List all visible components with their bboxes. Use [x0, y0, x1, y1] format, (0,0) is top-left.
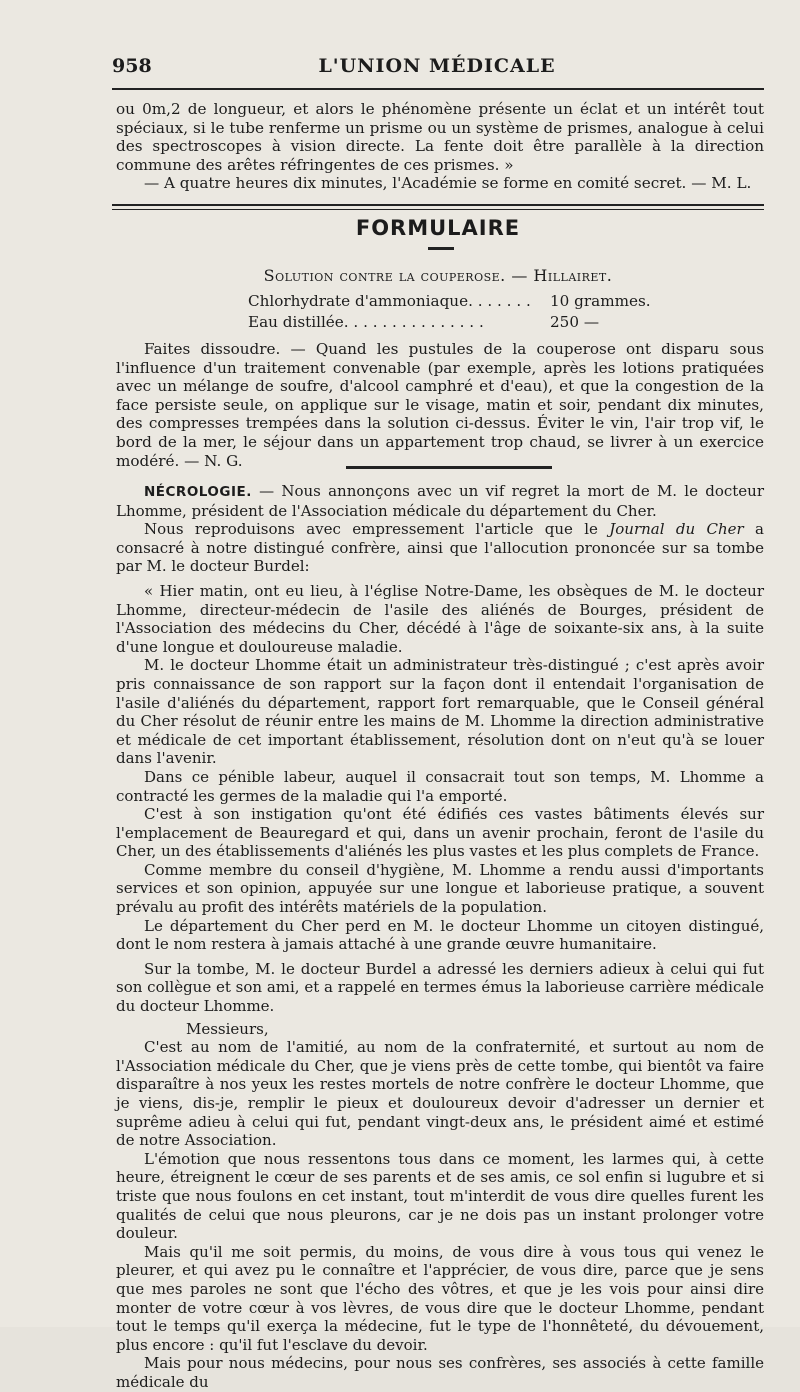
intro-paragraph: — A quatre heures dix minutes, l'Académie se forme en comité secret. — M. L. [144, 174, 752, 193]
journal-title: Journal du Cher [609, 520, 744, 539]
necrologie-paragraph: C'est à son instigation qu'ont été édifiés ces vastes bâtiments élevés sur l'emplacement de Beauregard et qui, dans un avenir prochain, feront de l'asile du Cher, un des établissements d'aliénés les plus vastes et les plus complets de France. [116, 805, 764, 861]
recipe-row [248, 313, 668, 334]
speech-paragraph: Mais pour nous médecins, pour nous ses confrères, ses associés à cette famille médicale du [116, 1354, 764, 1391]
speech-paragraph: C'est au nom de l'amitié, au nom de la confraternité, et surtout au nom de l'Association médicale du Cher, que je viens près de cette tombe, qui bientôt va faire disparaître à nos yeux les restes mortels de notre confrère le docteur Lhomme, que je viens, dis-je, remplir le pieux et douloureux devoir d'adresser un dernier et suprême adieu à celui qui fut, pendant vingt-deux ans, le président aimé et estimé de notre Association. [116, 1038, 764, 1150]
section-separator [346, 466, 552, 469]
section-rule-top [112, 204, 764, 206]
formulaire-text: Faites dissoudre. — Quand les pustules de la couperose ont disparu sous l'influence d'un traitement convenable (par exemple, après les lotions pratiquées avec un mélange de soufre, d'alcool camphré et d'eau), et que la congestion de la face persiste seule, on applique sur le visage, matin et soir, pendant dix minutes, des compresses trempées dans la solution ci-dessus. Éviter le vin, l'air trop vif, le bord de la mer, le séjour dans un appartement trop chaud, se livrer à un exercice modéré. — N. G. [116, 340, 764, 470]
recipe-item: Eau distillée. . . . . . . . . . . . . . . [248, 313, 484, 331]
necrologie-paragraph: M. le docteur Lhomme était un administrateur très-distingué ; c'est après avoir pris connaissance de son rapport sur la façon dont il entendait l'organisation de l'asile d'aliénés du département, rapport fort remarquable, que le Conseil général du Cher résolut de réunir entre les mains de M. Lhomme la direction administrative et médicale de cet important établissement, résolution dont on n'eut qu'à se louer dans l'avenir. [116, 656, 764, 768]
necrologie-second [116, 520, 764, 576]
speech-salutation: Messieurs, [186, 1019, 269, 1038]
recipe-quantity: 10 grammes. [550, 292, 651, 310]
running-title: L'UNION MÉDICALE [318, 55, 556, 77]
recipe-quantity: 250 — [550, 313, 600, 331]
formulaire-subtitle: Solution contre la couperose. — Hillairet. [263, 266, 613, 285]
necrologie-intro [116, 482, 764, 520]
title-ornament [428, 247, 454, 250]
page-number: 958 [112, 55, 152, 77]
necrologie-paragraph: Sur la tombe, M. le docteur Burdel a adressé les derniers adieux à celui qui fut son collègue et son ami, et a rappelé en termes émus la laborieuse carrière médicale du docteur Lhomme. [116, 959, 764, 1016]
necrologie-second-b: a consacré à notre distingué confrère, ainsi que l'allocution prononcée sur sa tombe par M. le docteur Burdel: [116, 520, 764, 576]
recipe-row [248, 292, 668, 313]
necrologie-first: — Nous annonçons avec un vif regret la mort de M. le docteur Lhomme, président de l'Association médicale du département du Cher. [116, 482, 764, 520]
speech-paragraph: Mais qu'il me soit permis, du moins, de vous dire à vous tous qui venez le pleurer, et qui avez pu le connaître et l'apprécier, de vous dire, parce que je sens que mes paroles ne sont que l'écho des vôtres, et que je les vois pour ainsi dire monter de votre cœur à vos lèvres, de vous dire que le docteur Lhomme, pendant tout le temps qu'il exerça la médecine, fut le type de l'honnêteté, du dévouement, plus encore : qu'il fut l'esclave du devoir. [116, 1242, 764, 1354]
necrologie-label: NÉCROLOGIE. [144, 484, 252, 500]
necrologie-section [116, 482, 764, 1392]
intro-paragraph: ou 0m,2 de longueur, et alors le phénomène présente un éclat et un intérêt tout spéciaux, si le tube renferme un prisme ou un système de prismes, analogue à celui des spectroscopes à vision directe. La fente doit être parallèle à la direction commune des arêtes réfringentes de ces prismes. » [116, 100, 764, 174]
page-header [112, 55, 762, 83]
formulaire-title: FORMULAIRE [355, 216, 521, 240]
necrologie-paragraph: « Hier matin, ont eu lieu, à l'église Notre-Dame, les obsèques de M. le docteur Lhomme, directeur-médecin de l'asile des aliénés de Bourges, président de l'Association des médecins du Cher, décédé à l'âge de soixante-six ans, à la suite d'une longue et douloureuse maladie. [116, 581, 764, 656]
speech-paragraph: L'émotion que nous ressentons tous dans ce moment, les larmes qui, à cette heure, étreignent le cœur de ses parents et de ses amis, ce sol enfin si lugubre et si triste que nous foulons en cet instant, tout m'interdit de vous dire quelles furent les qualités de celui que nous pleurons, car je ne dois pas un instant prolonger votre douleur. [116, 1149, 764, 1243]
recipe-list [248, 292, 668, 334]
necrologie-paragraph: Dans ce pénible labeur, auquel il consacrait tout son temps, M. Lhomme a contracté les germes de la maladie qui l'a emporté. [116, 767, 764, 805]
necrologie-paragraph: Le département du Cher perd en M. le docteur Lhomme un citoyen distingué, dont le nom restera à jamais attaché à une grande œuvre humanitaire. [116, 916, 764, 954]
formulaire-text-block [116, 340, 764, 470]
section-rule-bottom [112, 209, 764, 210]
necrologie-second-a: Nous reproduisons avec empressement l'article que le [144, 520, 610, 539]
header-rule [112, 88, 764, 90]
intro-section [116, 100, 764, 193]
recipe-item: Chlorhydrate d'ammoniaque. . . . . . . [248, 292, 531, 310]
necrologie-paragraph: Comme membre du conseil d'hygiène, M. Lhomme a rendu aussi d'importants services et son opinion, appuyée sur une longue et laborieuse pratique, a souvent prévalu au profit des intérêts matériels de la population. [116, 860, 764, 917]
